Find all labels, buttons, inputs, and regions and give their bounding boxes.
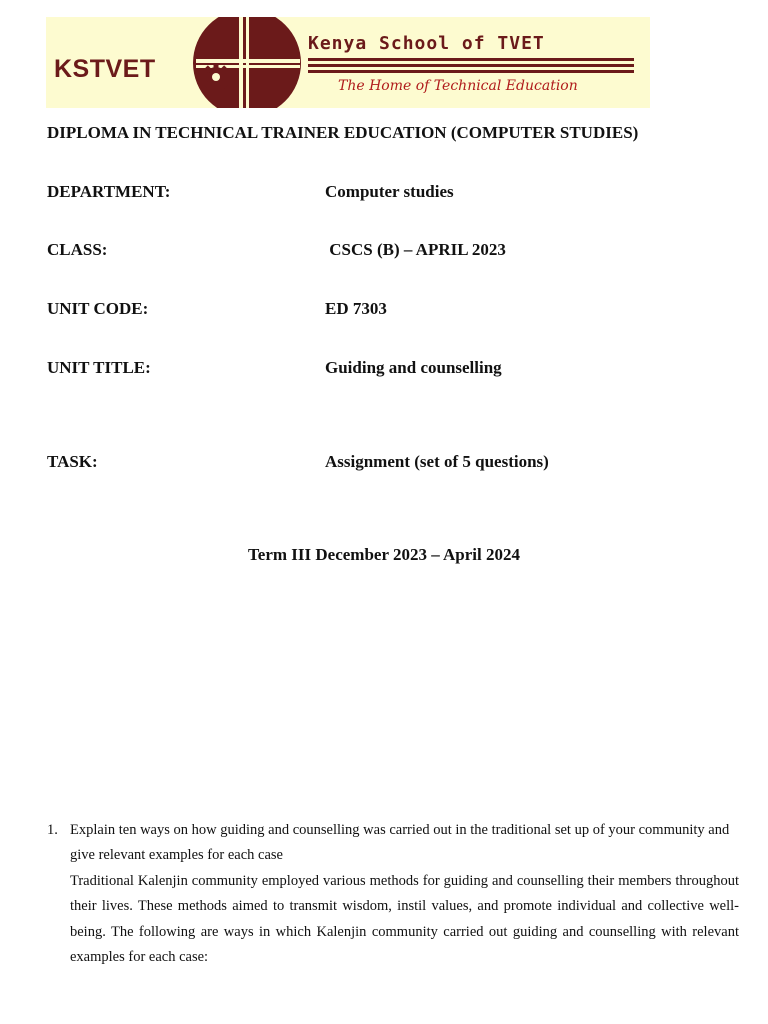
task-value: Assignment (set of 5 questions) [325,452,549,471]
department-row [47,182,737,204]
term-heading: Term III December 2023 – April 2024 [248,545,520,564]
school-name: Kenya School of TVET [308,33,545,54]
class-row [47,240,737,262]
department-label: DEPARTMENT: [47,182,171,201]
school-tagline: The Home of Technical Education [338,78,578,94]
class-label: CLASS: [47,240,108,259]
programme-title: DIPLOMA IN TECHNICAL TRAINER EDUCATION (COMPUTER STUDIES) [47,123,639,142]
question-number: 1. [47,822,58,838]
stripe-3 [308,70,634,73]
question-1 [47,818,739,970]
unit-title-value: Guiding and counselling [325,358,502,377]
task-label: TASK: [47,452,98,471]
stripe-1 [308,58,634,61]
gear-icon [202,63,230,91]
unit-title-label: UNIT TITLE: [47,358,151,377]
department-value: Computer studies [325,182,454,201]
stripe-2 [308,64,634,67]
school-banner [46,17,650,108]
task-row [47,452,737,474]
logo-wordmark: KSTVET [54,55,156,83]
unit-code-label: UNIT CODE: [47,299,149,318]
unit-code-value: ED 7303 [325,299,387,318]
unit-title-row [47,358,737,380]
class-value: CSCS (B) – APRIL 2023 [325,240,506,259]
question-text: Explain ten ways on how guiding and counselling was carried out in the traditional set up of your community and give relevant examples for each case [70,822,730,864]
unit-code-row [47,299,737,321]
answer-paragraph: Traditional Kalenjin community employed various methods for guiding and counselling their members throughout their lives. These methods aimed to transmit wisdom, instil values, and promote individual and collective well-being. The following are ways in which Kalenjin community carried out guiding and counselling with relevant examples for each case: [70,872,739,966]
